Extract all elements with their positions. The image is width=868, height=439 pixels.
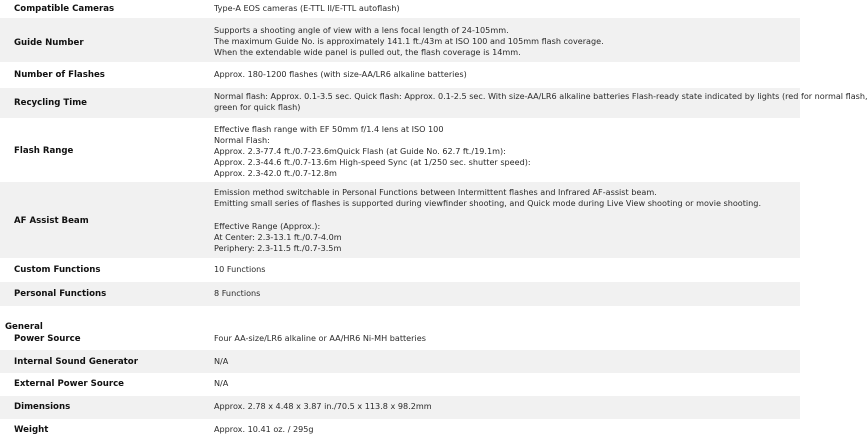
- spec-row-guide-number: [0, 18, 800, 62]
- spec-value-line: Approx. 180-1200 flashes (with size-AA/LR6 alkaline batteries): [214, 69, 467, 79]
- spec-value: [214, 424, 794, 435]
- spec-value-line: Approx. 10.41 oz. / 295g: [214, 424, 314, 434]
- spec-value-line: 8 Functions: [214, 288, 261, 298]
- spec-value-line: When the extendable wide panel is pulled out, the flash coverage is 14mm.: [214, 47, 521, 57]
- spec-value-line: Emitting small series of flashes is supported during viewfinder shooting, and Quick mode during Live View shooting or movie shooting.: [214, 198, 762, 208]
- spec-row-weight: [0, 419, 800, 439]
- spec-value-line: Effective Range (Approx.):: [214, 221, 321, 231]
- spec-label: Number of Flashes: [14, 70, 105, 80]
- spec-value: [214, 187, 794, 254]
- spec-value-line: Approx. 2.3-44.6 ft./0.7-13.6m High-speed Sync (at 1/250 sec. shutter speed):: [214, 157, 531, 167]
- spec-label: Recycling Time: [14, 98, 87, 108]
- spec-value-line: Approx. 2.78 x 4.48 x 3.87 in./70.5 x 113.8 x 98.2mm: [214, 401, 432, 411]
- spec-value: [214, 378, 794, 389]
- spec-row-internal-sound-generator: [0, 350, 800, 373]
- spec-value: [214, 333, 794, 344]
- spec-label: Power Source: [14, 334, 81, 344]
- spec-value-line: Approx. 2.3-42.0 ft./0.7-12.8m: [214, 168, 337, 178]
- spec-value: [214, 3, 794, 14]
- spec-label: External Power Source: [14, 379, 125, 389]
- spec-value: [214, 91, 868, 113]
- spec-row-number-of-flashes: [0, 62, 800, 88]
- spec-row-compatible-cameras: [0, 0, 800, 18]
- spec-row-flash-range: [0, 118, 800, 182]
- spec-value-line: Type-A EOS cameras (E-TTL II/E-TTL autoflash): [214, 3, 400, 13]
- spec-label: Internal Sound Generator: [14, 357, 138, 367]
- spec-value: [214, 401, 794, 412]
- spec-label: Flash Range: [14, 146, 74, 156]
- spec-value-line: Periphery: 2.3-11.5 ft./0.7-3.5m: [214, 243, 342, 253]
- spec-value-line: N/A: [214, 356, 229, 366]
- spec-value-line: Normal Flash:: [214, 135, 270, 145]
- spec-value-line: Supports a shooting angle of view with a lens focal length of 24-105mm.: [214, 25, 509, 35]
- spec-value-line: N/A: [214, 378, 229, 388]
- spec-value-line: Emission method switchable in Personal Functions between Intermittent flashes and Infrared AF-assist beam.: [214, 187, 657, 197]
- spec-label: Dimensions: [14, 402, 71, 412]
- spec-label: Compatible Cameras: [14, 4, 115, 14]
- spec-row-external-power-source: [0, 373, 800, 396]
- spec-value-line: Approx. 2.3-77.4 ft./0.7-23.6mQuick Flash (at Guide No. 62.7 ft./19.1m):: [214, 146, 506, 156]
- spec-label: Custom Functions: [14, 265, 101, 275]
- spec-row-power-source: [0, 329, 800, 350]
- spec-value-line: The maximum Guide No. is approximately 141.1 ft./43m at ISO 100 and 105mm flash coverage.: [214, 36, 604, 46]
- spec-value-line: Four AA-size/LR6 alkaline or AA/HR6 Ni-MH batteries: [214, 333, 426, 343]
- spec-label: Guide Number: [14, 38, 84, 48]
- spec-value: [214, 124, 794, 179]
- spec-value-line: At Center: 2.3-13.1 ft./0.7-4.0m: [214, 232, 342, 242]
- spec-row-dimensions: [0, 396, 800, 419]
- spec-row-custom-functions: [0, 258, 800, 282]
- spec-value-line: Effective flash range with EF 50mm f/1.4 lens at ISO 100: [214, 124, 444, 134]
- spec-value: [214, 264, 794, 275]
- spec-label: Personal Functions: [14, 289, 107, 299]
- spec-value-line: green for quick flash): [214, 102, 301, 112]
- spec-value-line: Normal flash: Approx. 0.1-3.5 sec. Quick flash: Approx. 0.1-2.5 sec. With size-AA/LR6 alkaline batteries Flash-ready state indicated by lights (red for normal flash,: [214, 91, 868, 101]
- spec-row-af-assist-beam: [0, 182, 800, 258]
- spec-value-line: 10 Functions: [214, 264, 266, 274]
- spec-label: AF Assist Beam: [14, 216, 89, 226]
- spec-row-personal-functions: [0, 282, 800, 306]
- spec-label: Weight: [14, 425, 49, 435]
- spec-row-recycling-time: [0, 88, 868, 118]
- spec-value: [214, 25, 794, 58]
- spec-value: [214, 288, 794, 299]
- section-header-general: General: [5, 322, 43, 332]
- spec-value: [214, 69, 794, 80]
- spec-value-spacer: [214, 209, 794, 221]
- spec-value: [214, 356, 794, 367]
